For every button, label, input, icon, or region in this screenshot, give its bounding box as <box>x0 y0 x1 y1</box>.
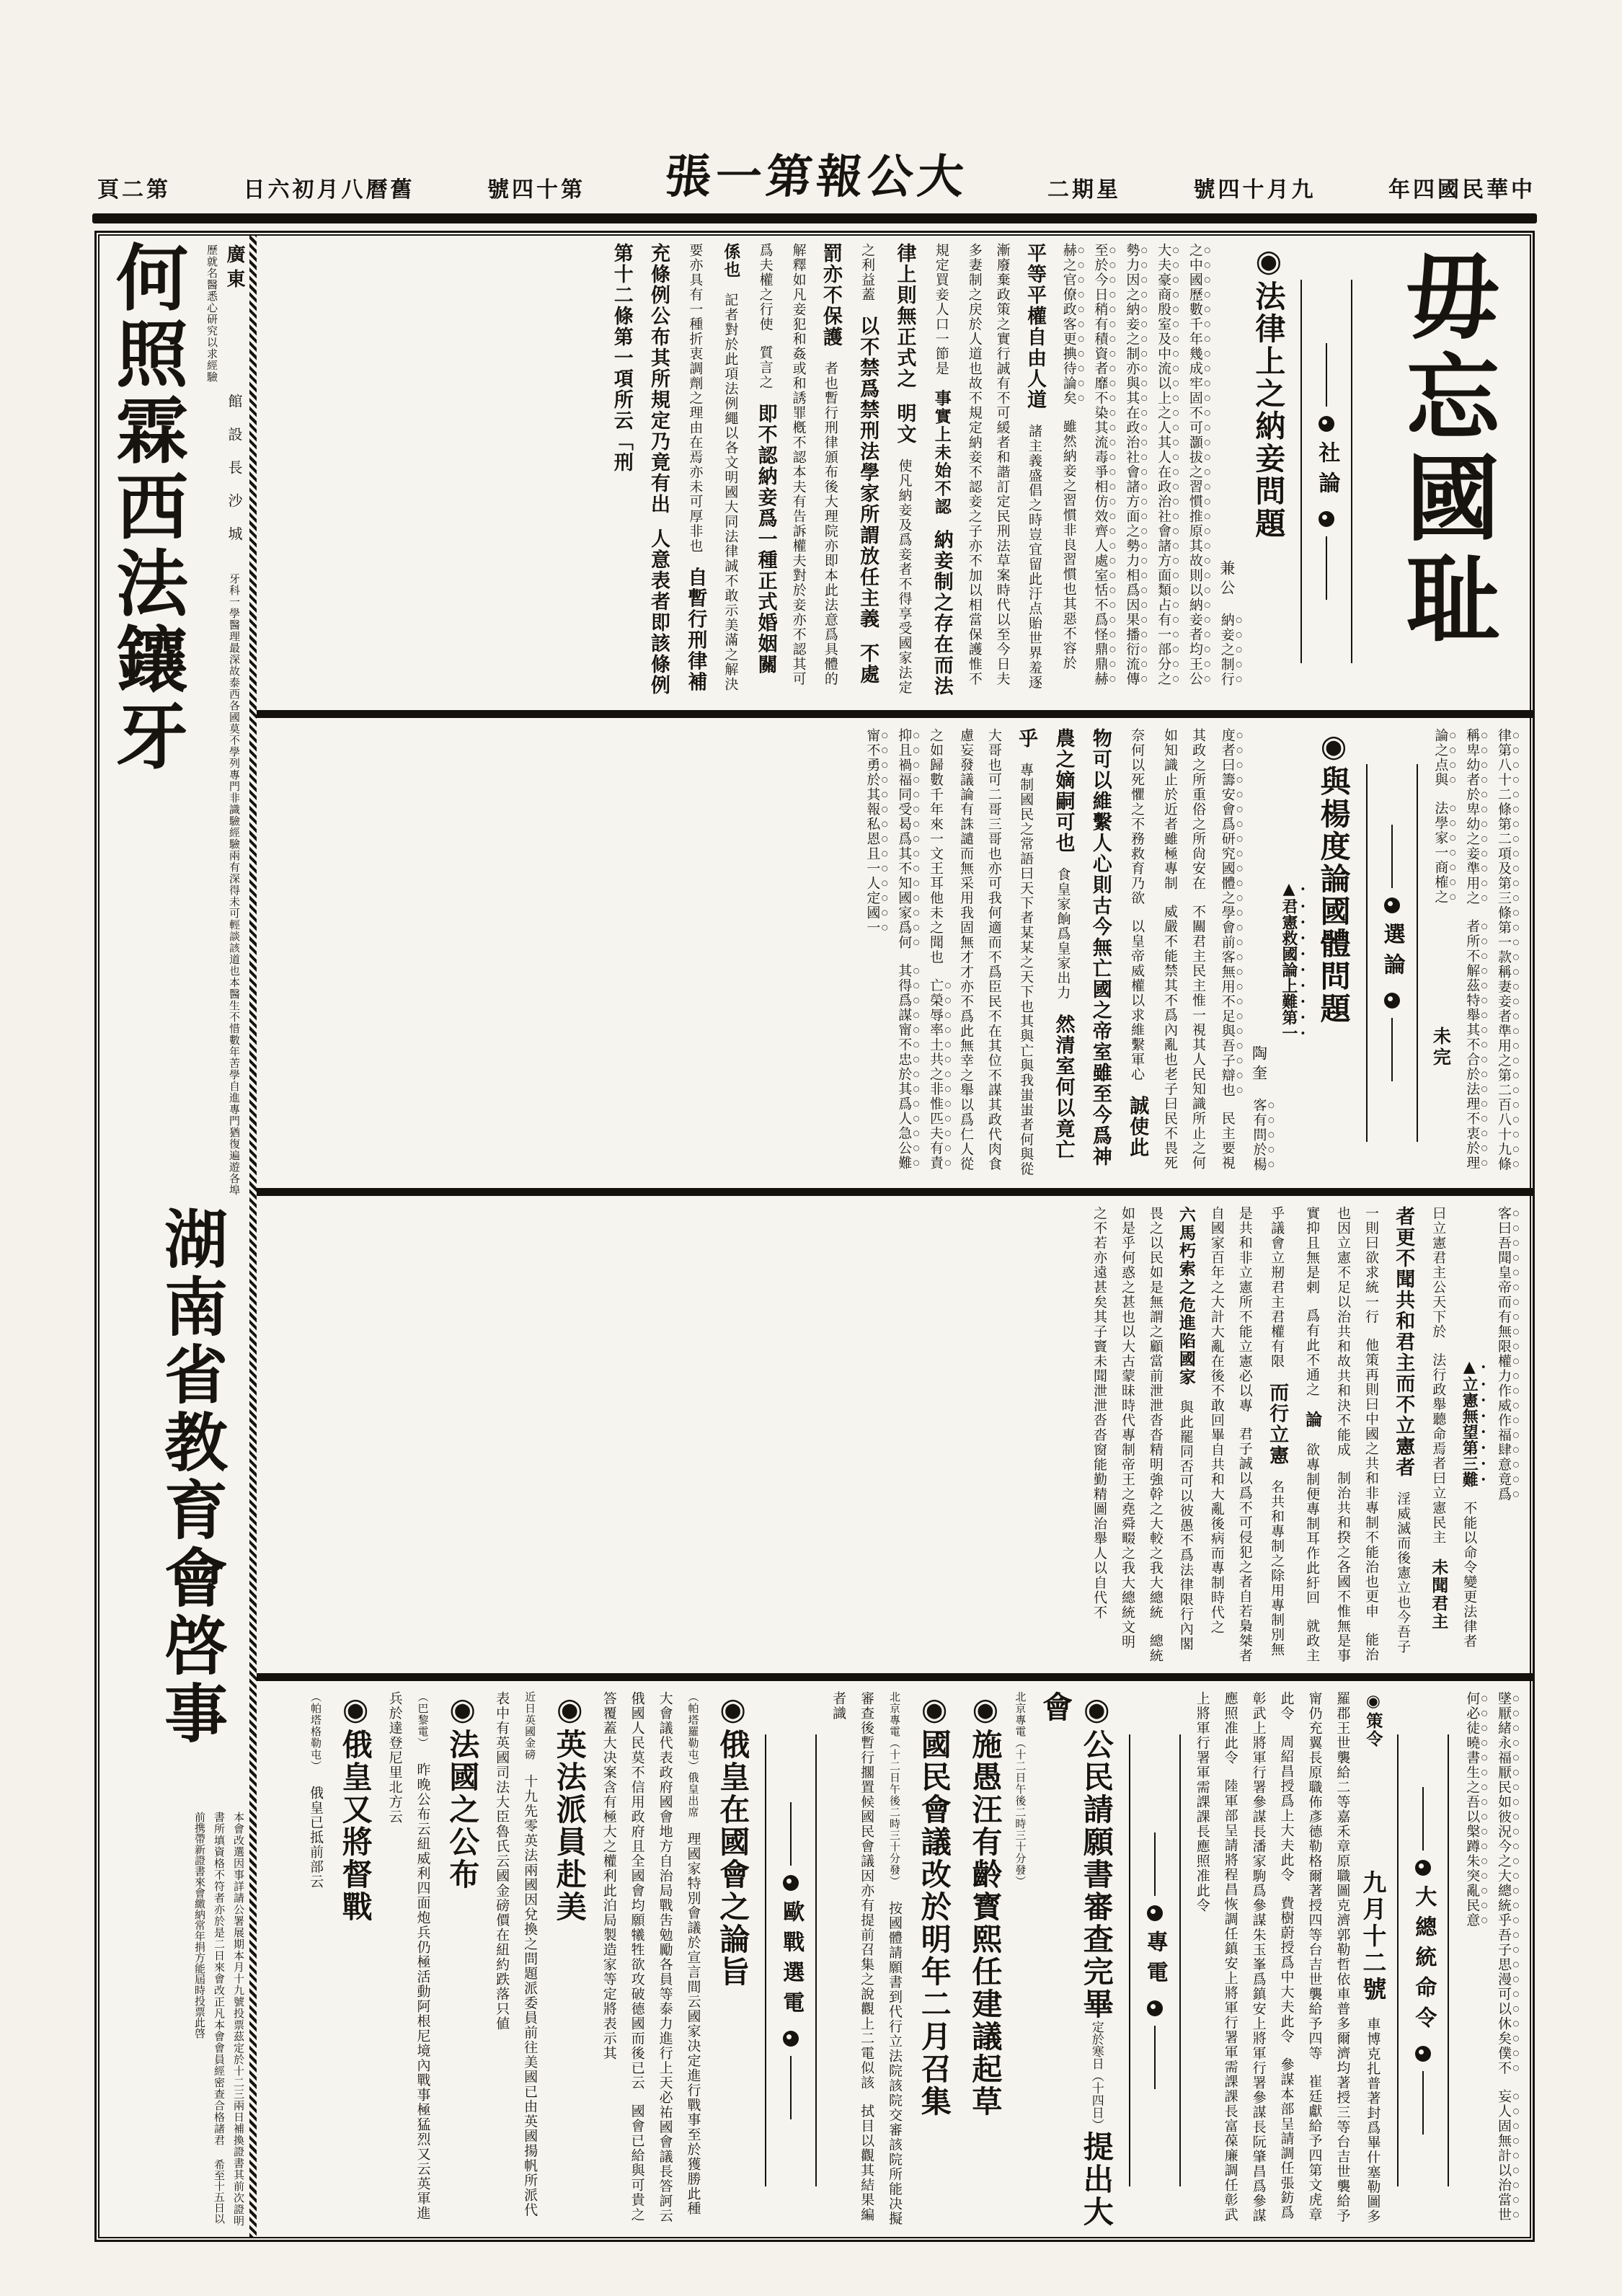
section-ornament-line <box>790 2056 792 2119</box>
telegram-headline-detail: 定於寒日（十四日） <box>1089 2021 1104 2131</box>
section-label: 歐戰選電 <box>779 1900 805 2021</box>
article-text: 質言之 <box>757 345 774 390</box>
masthead-issue: 第十四號 <box>487 177 585 203</box>
article-text: 民主要視其政之所重俗之所尙安在 <box>1189 728 1236 1171</box>
article-text: 總統如是乎何惑之甚也以大古蒙昧時代專制帝王之堯舜畷之我大總統文明之不若亦遠甚矣其子竇未聞泄泄沓沓窗能勤精圖治舉人以自代不 <box>1091 1206 1164 1663</box>
section-ornament-line <box>1422 1787 1424 1850</box>
column-divider <box>249 236 257 2237</box>
masthead-page-number: 第二頁 <box>97 177 171 203</box>
article-text: 十九先零英法兩國因兌換之問題派委員前往美國已由英國揚帆所派代表中有英國司法大臣魯氏云國金磅價在紐約跌落只値 <box>494 1691 539 2217</box>
telegram-headline: ◉俄皇在國會之論旨 <box>715 1691 751 1988</box>
telegram-headline: ◉施愚汪有齡寳熙任建議起草 <box>967 1691 1003 2118</box>
article-text: 客有問於楊度者曰籌安會爲研究國體之學會前客無用不足與吾子辯也 <box>1219 728 1267 1172</box>
article-text: 妄人固無計以治當世何必徒曉書生之吾以槃蹲朱突亂民意 <box>1464 1691 1512 2222</box>
article-text: 周紹昌授爲上大夫此令 <box>1278 1734 1295 1882</box>
article-text: 即不認納妾爲一種正式婚姻關 <box>754 403 777 675</box>
fisheye-icon <box>1319 511 1334 527</box>
article-text: 律第八十二條第二項及第三條第一款稱妻妾者準用之第二百八十九條稱卑幼者於卑幼之妾準用之 <box>1464 728 1512 1171</box>
fisheye-icon <box>1384 897 1400 913</box>
article-text: 理國家特別會議於宣言間云國家决定進行戰事至於獲勝此種大會議代表政府國會地方自治局戰吿勉勵各員等泰力進行上天必祐國會議長答訶云俄國人民莫不信用政府且全國會均願犧牲欲攻破德國而後已云 <box>629 1691 701 2223</box>
band-divider-rule <box>257 710 1533 718</box>
article-text: 六馬朽索之危進陷國家 <box>1176 1206 1196 1386</box>
article-text: 參謀本部呈請調任張鈁爲彰武上將軍行署參謀長潘家駒爲參謀朱玉峯爲鎮安上將軍行署參謀長阮肇昌爲參謀應照准此令 <box>1222 1691 1295 2223</box>
article-text: 以皇帝威權以求維繫軍心 <box>1129 919 1145 1082</box>
article-text: 淫威滅而後憲立也今吾子一則曰欲求統一行 <box>1362 1206 1412 1654</box>
band-essay-2 <box>257 1196 1533 1673</box>
article-text: 食皇家餉爲皇家出力 <box>1055 867 1071 1001</box>
article-text: 亡榮辱率土共之非惟匹夫有責抑且禍福同受曷爲其不知國家爲何 <box>896 728 944 1171</box>
section-ornament-line <box>1154 2026 1156 2089</box>
article-text: 納妾之制行之中國歷數千年幾成牢固不可灝拔之習慣推原其故則以納妾者均王公大夫豪商殷室及中流以上之人其人在政治社會諸方面類占有一部分之勢力因之納妾之制亦與其在政治社會諸方面之勢力相爲因果播衍流傳至於今日稍有積資者靡不染其流毒爭相仿效齊人處室恬不爲怪鼎鼎赫赫之官僚政客更捵待論矣 <box>1060 243 1235 687</box>
telegram-source-note: （帕塔格勒屯） <box>309 1691 322 1772</box>
telegram-headline: ◉法國之公布 <box>445 1691 481 1891</box>
article-text: 納妾制之存在而法律上則無正式之 <box>893 243 953 697</box>
article-text: 者所不解茲特舉其不合於法理不衷於理論之点與 <box>1432 728 1481 1171</box>
article-text: 客曰吾聞皇帝而有無限權力作威作福肆意竟爲 <box>1496 1206 1512 1502</box>
masthead-rule <box>92 213 1537 223</box>
to-be-continued-mark: 未完 <box>1430 1026 1452 1068</box>
article-text: 費樹蔚授爲中大夫此令 <box>1278 1896 1295 2044</box>
section-label: 社論 <box>1314 441 1340 502</box>
section-ornament-line <box>1326 536 1327 600</box>
ad-dental-side <box>187 240 248 1199</box>
article-text: 雖然納妾之習慣非良習慣也其惡不容於 <box>1060 419 1077 670</box>
ad-hunan-note: 希至十五日以前携帶新證書來會繳納常年捐方能屆時投票此啓 <box>193 1812 226 2224</box>
article-text: 專制國民之常語曰天下者某某之天下也其與亡與我蚩蚩者何與從大哥也可二哥三哥也亦可我何適而不爲臣民不在其位不謀其政代肉食慮妄發議論有誅譴而無采用我固無才才亦不爲此無幸之舉以爲仁人從之如歸數千年來一文王耳他未之聞也 <box>928 728 1034 1176</box>
ad-hunan-title: 湖南省教育會啓事 <box>154 1206 229 1748</box>
article-text: 不處罰亦不保護 <box>819 243 879 685</box>
content-area <box>257 233 1533 2240</box>
slogan-title: 毋忘國耻 <box>1391 247 1501 651</box>
article-text: 國會已給與可貴之答覆蓋大决案含有極大之權利此泊局製造家等定將表示其 <box>601 1691 645 2222</box>
section-ornament-line <box>790 1802 792 1866</box>
article-subtitle: ▲立憲無望第三難 <box>1460 1357 1479 1487</box>
section-ornament-line <box>1391 1018 1393 1081</box>
article-text: 不能以命令變更法律者曰立憲君主公天下於 <box>1430 1206 1478 1649</box>
telegram-headline: ◉國民會議改於明年二月召集 <box>916 1691 952 2118</box>
article-title: ◉與楊度論國體問題 <box>1316 728 1352 1025</box>
article-text: 他策再則曰中國之共和非專制不能治也更申 <box>1362 1338 1379 1619</box>
article-text: 明文 <box>893 403 916 445</box>
article-text: 不關君主民主惟一視其人民知識所止之何如知識止於近者雖極專制 <box>1162 728 1206 1171</box>
telegram-source-note: 北京專電（十二日午後二時三十分發） <box>1014 1691 1027 1887</box>
masthead-date: 九月十四號 <box>1193 177 1316 203</box>
article-text: 威嚴不能禁其不爲內亂也老子曰民不畏死奈何以死懼之不務救育乃欲 <box>1129 728 1178 1171</box>
ad-dental-location: 館設長沙城 <box>226 394 243 559</box>
article-text: 爲有此不通之 <box>1304 1308 1321 1397</box>
fisheye-icon <box>1147 2000 1163 2016</box>
telegram-headline: ◉公民請願書審查完畢 <box>1078 1691 1114 2021</box>
article-author: 陶奎 <box>1250 1045 1268 1084</box>
article-text: 記者對於此項法例繩以各文明國大同法律誠不敢示美滿之解決要亦具有一種折衷調劑之理由在焉亦未可厚非也 <box>687 243 739 692</box>
article-text: 墜厭緒永福厭民如彼況今之大總統乎吾子思漫可以休矣僕不 <box>1496 1691 1512 2075</box>
section-editorial <box>1311 243 1342 700</box>
ad-dental-region: 廣東 <box>223 244 245 293</box>
article-title: ◉法律上之納妾問題 <box>1251 243 1287 540</box>
fisheye-icon <box>1415 2046 1431 2062</box>
masthead-era: 中華民國四年 <box>1388 177 1535 203</box>
fisheye-icon <box>1415 1860 1431 1876</box>
telegram-headline-group <box>1034 1691 1116 2230</box>
telegram-source-note: （帕塔羅勒屯）俄皇出席 <box>686 1691 700 1818</box>
fisheye-icon <box>1319 416 1334 432</box>
article-text: 與此罷同否可以彼愚不爲法律限行內閣畏之以民如是無謂之顧當前泄泄沓沓精明強幹之大較之我大總統 <box>1147 1206 1194 1652</box>
band-editorial <box>257 233 1533 710</box>
article-text: 按國體請願書到代行立法院該院交審該院所能决擬審查後暫行擱置候國民會議因亦有提前召集之說觀上二電似該 <box>859 1691 903 2226</box>
ad-hunan-body <box>101 1812 248 2233</box>
section-war-telegrams <box>775 1691 807 2230</box>
masthead-weekday: 星期二 <box>1047 177 1121 203</box>
fisheye-icon <box>783 2031 799 2047</box>
fisheye-icon <box>1147 1905 1163 1921</box>
telegram-headline: ◉英法派員赴美 <box>551 1691 588 1923</box>
fisheye-icon <box>1384 993 1400 1009</box>
telegram-source-note: 近日英國金磅 <box>523 1691 537 1760</box>
article-text: 陸軍部呈請將程昌恢調任鎮安上將軍行署軍需課課長富葆廉調任彰武上將軍行署軍需課課長應照准此令 <box>1194 1691 1238 2222</box>
article-text: 係也 <box>721 243 741 279</box>
order-date: 九月十二號 <box>1359 1870 1388 2003</box>
article-text: 而行立憲 <box>1266 1382 1289 1466</box>
section-ornament-line <box>1422 2071 1424 2135</box>
section-ornament-line <box>1154 1832 1156 1896</box>
fisheye-icon <box>783 1875 799 1891</box>
article-text: 其得爲謀甯不忠於其爲人急公難甯不勇於其報私恩且一人定國一 <box>864 728 913 1171</box>
section-label: 大總統命令 <box>1411 1884 1437 2036</box>
article-text: 法學家一商榷之 <box>1432 801 1449 905</box>
article-text: 制治共和揆之各國不惟無是事實抑且無是剌 <box>1304 1206 1352 1663</box>
section-label: 選論 <box>1379 923 1405 983</box>
section-presidential-orders <box>1407 1691 1439 2230</box>
section-ornament-line <box>1326 343 1327 407</box>
ad-strip <box>97 233 249 2240</box>
band-divider-rule <box>257 1673 1533 1681</box>
article-text: 者更不聞共和君主而不立憲者 <box>1392 1206 1415 1478</box>
article-text: 平等平權自由人道 <box>1023 243 1046 410</box>
telegram-source-note: （巴黎電） <box>416 1691 430 1749</box>
section-wire <box>1139 1691 1171 2230</box>
article-text: 昨晚公布云紐威利四面炮兵仍極活動阿根尼境內戰事極猛烈又云英軍進兵於達登尼里北方云 <box>386 1691 431 2221</box>
ad-dental-name: 何照霖西法鑲牙 <box>104 240 189 775</box>
article-text: 論 <box>1303 1411 1323 1429</box>
article-text: 使凡納妾及爲妾者不得享受國家法定之利益蓋 <box>859 243 913 695</box>
article-text: 君子誠以爲不可侵犯之者自若梟桀者自國家百年之大計大亂在後不敢回畢自共和大亂後病而專制時代之 <box>1208 1206 1253 1663</box>
article-text: 崔廷獻給予四第文虎章此令 <box>1278 1691 1323 2222</box>
article-text: 未聞君主 <box>1429 1559 1449 1631</box>
section-label: 專電 <box>1142 1930 1168 1991</box>
article-text: 能治也因立憲不足以治共和故共和決不能成 <box>1335 1206 1379 1662</box>
article-text: 人意表者即該條例第十二條第一項所云「刑 <box>610 243 670 696</box>
ad-hunan <box>101 1206 248 2233</box>
article-text: 車博克扎普著封爲畢什塞勒圖多羅郡王世襲給二等嘉禾章原職圖克濟郭勒哲依車普多爾濟均著授三等台吉世襲給予甯仍充翼長原職佈彥德勒格爾著授四等台吉世襲給予四等 <box>1306 1691 1381 2224</box>
band-divider-rule <box>257 1188 1533 1196</box>
masthead <box>97 128 1535 208</box>
section-selected-essays <box>1376 728 1408 1178</box>
article-text: 以不禁爲禁刑法學家所謂放任主義 <box>856 316 879 629</box>
band-essay-1 <box>257 718 1533 1188</box>
masthead-lunar-date: 舊曆八月初六日 <box>243 177 415 203</box>
order-type-label: ◉策令 <box>1363 1691 1383 1748</box>
article-author: 兼公 <box>1218 560 1236 599</box>
telegram-headline: ◉俄皇又將督戰 <box>337 1691 373 1923</box>
telegram-headline: 提出大會 <box>1038 1691 1114 2228</box>
article-text: 者也暫行刑律頒布後大理院亦即本此法意爲具體的解釋如凡妾犯和姦或和誘罪槪不認本夫有告訴權夫對於妾亦不認其可爲夫權之行使 <box>757 243 838 686</box>
section-ornament-line <box>1391 825 1393 888</box>
ad-hunan-text: 本會改選因事詳請公署展期本月十九號投票茲定於十二三兩日補換證書其前次證明書所填資格不符者亦於是二日來會改正凡本會會員經密查合格諸君 <box>213 1812 245 2227</box>
ad-dental-body: 牙科一學醫理最深故泰西各國莫不學列專門非識驗經驗兩有深得未可輕談該道也本醫生不惜數年苦學自進專門猶復遍遊各埠歷就名醫悉心研究以求經驗 <box>205 244 241 1196</box>
article-text: 然清室何以竟亡乎 <box>1015 728 1075 1161</box>
article-text: 諸主義盛倡之時豈宜留此汙点貽世界羞逐漸廢棄政策之實行誠有不可緩者和諧訂定民刑法草案時代以至今日夫多妻制之戻於人道也故不規定納妾不認妾之子亦不加以相當保護惟不規定買妾人口一節是 <box>933 243 1042 690</box>
article-text: 法行政舉聽命焉者曰立憲民主 <box>1430 1352 1447 1545</box>
article-text: 就政主乎議會立剏君主君權有限 <box>1269 1206 1321 1663</box>
article-text: 自暫行刑律補充條例公布其所規定乃竟有出 <box>647 243 707 693</box>
masthead-title: 大公報第一張 <box>662 150 970 204</box>
telegram-source-note: 北京專電（十二日午後二時三十分發） <box>888 1691 902 1887</box>
article-text: 欲專制便專制耳作此紆回 <box>1304 1442 1321 1605</box>
editor-note: 拭目以觀其結果編者識 <box>830 1691 875 2222</box>
band-telegrams <box>257 1681 1533 2240</box>
page-frame <box>94 231 1535 2242</box>
article-subtitle: ▲君憲救國論上難第一 <box>1279 879 1298 1041</box>
article-text: 俄皇已抵前部云 <box>307 1786 324 1889</box>
article-text: 誠使此物可以維繫人心則古今無亡國之帝室雖至今爲神農之嫡嗣可也 <box>1052 728 1149 1167</box>
ad-dental <box>101 240 248 1199</box>
article-text: 名共和專制之除用專制別無是共和非立憲所不能立憲必以專 <box>1236 1206 1285 1657</box>
article-text: 事實上未始不認 <box>931 389 952 516</box>
